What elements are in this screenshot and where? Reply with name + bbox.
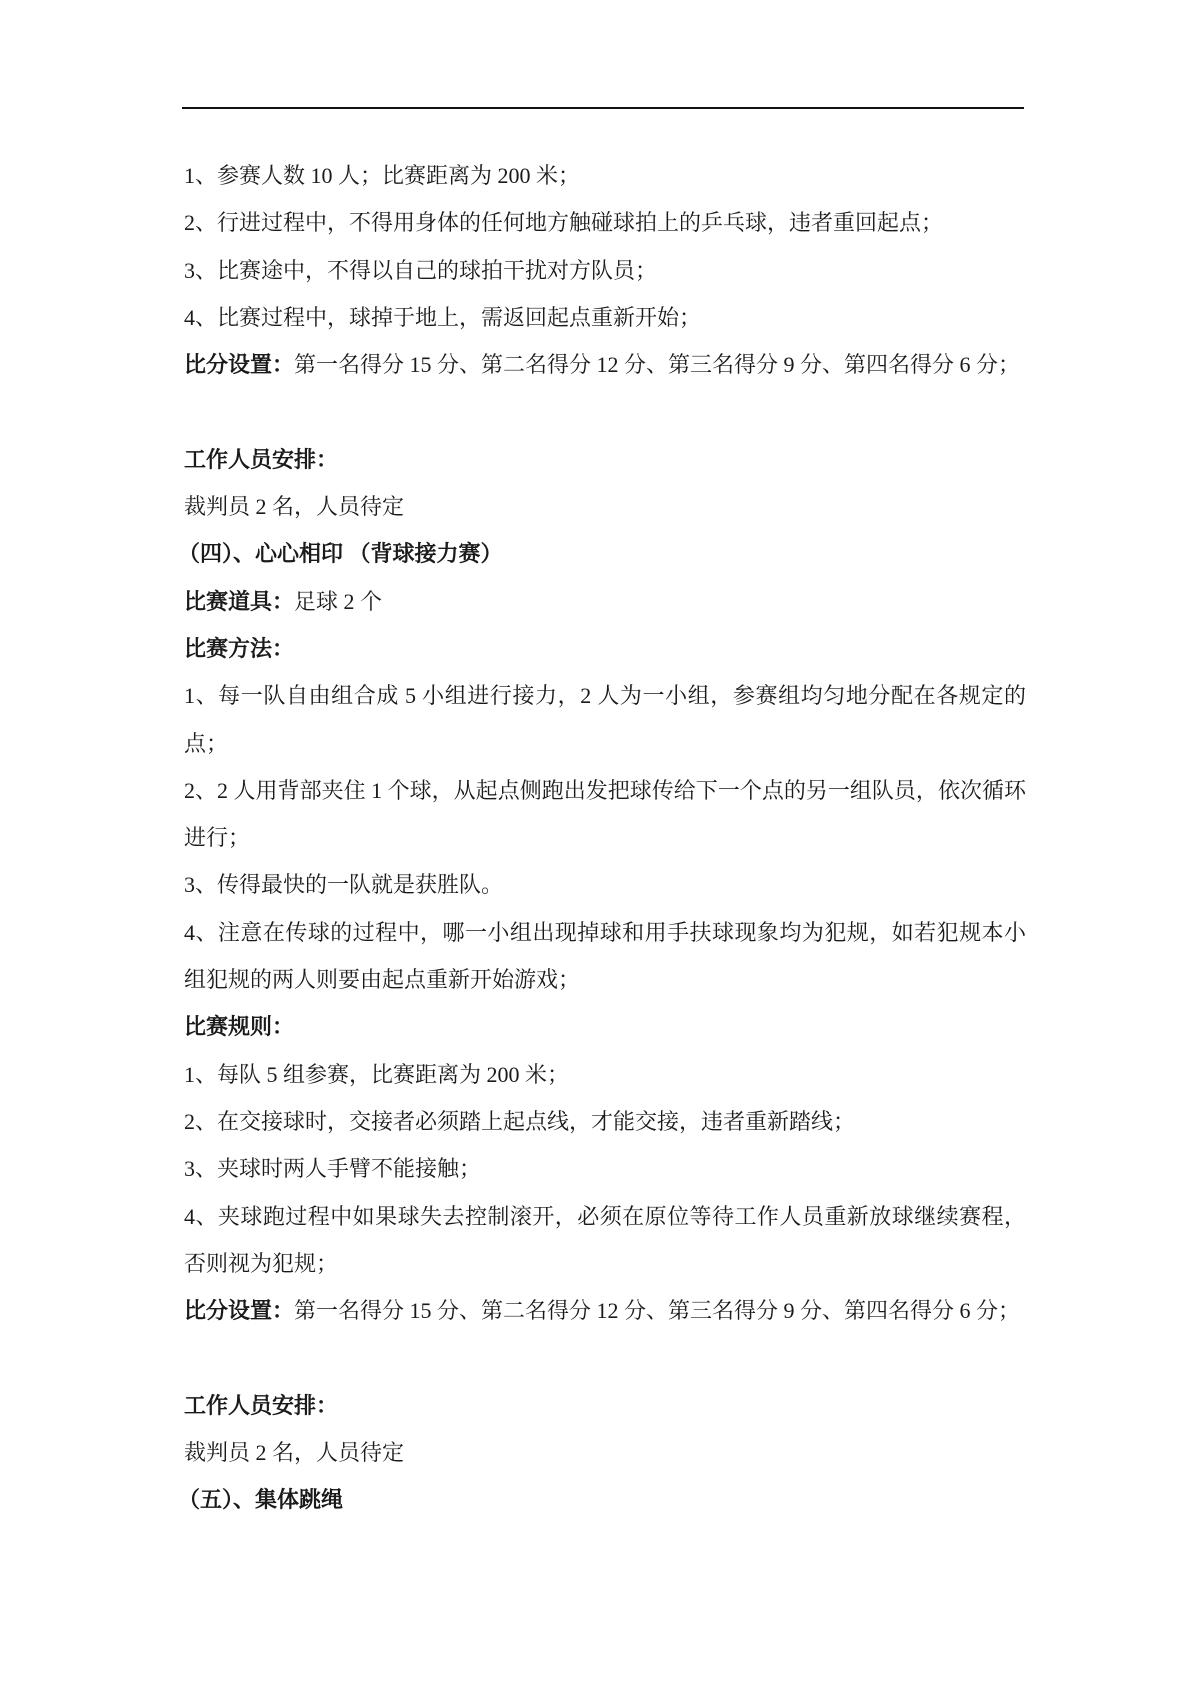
score-setting-text: 第一名得分 15 分、第二名得分 12 分、第三名得分 9 分、第四名得分 6 分； [294,352,1021,378]
method-item: 4、注意在传球的过程中，哪一小组出现掉球和用手扶球现象均为犯规，如若犯规本小组犯规的两人则要由起点重新开始游戏； [184,919,1026,993]
score-setting [184,341,1026,436]
section-heading: （四）、心心相印 （背球接力赛） [178,541,503,567]
staff-text: 裁判员 2 名，人员待定 [184,494,405,520]
score-setting-label: 比分设置： [184,352,295,378]
rule-item: 4、夹球跑过程中如果球失去控制滚开，必须在原位等待工作人员重新放球继续赛程，否则视为犯规； [184,1203,1026,1276]
rule-item: 2、在交接球时，交接者必须踏上起点线，才能交接，违者重新踏线； [184,1108,856,1134]
method-item: 3、传得最快的一队就是获胜队。 [184,872,504,898]
rule-item: 3、夹球时两人手臂不能接触； [184,1156,482,1182]
props-label: 比赛道具： [184,588,295,614]
section-heading: （五）、集体跳绳 [178,1487,344,1513]
staff-text: 裁判员 2 名，人员待定 [184,1440,405,1466]
method-item: 2、2 人用背部夹住 1 个球，从起点侧跑出发把球传给下一个点的另一组队员，依次循环进行； [184,777,1026,851]
method-label: 比赛方法： [184,635,295,661]
score-setting-text: 第一名得分 15 分、第二名得分 12 分、第三名得分 9 分、第四名得分 6 分； [294,1298,1021,1324]
score-setting-label: 比分设置： [184,1298,295,1324]
rule-item: 4、比赛过程中，球掉于地上，需返回起点重新开始； [184,304,702,330]
header-rule [182,107,1024,109]
document-body [178,152,1026,1524]
props-text: 足球 2 个 [294,588,383,614]
rule-item: 2、行进过程中，不得用身体的任何地方触碰球拍上的乒乓球，违者重回起点； [184,210,944,236]
staff-label: 工作人员安排： [184,446,339,472]
rule-item: 3、比赛途中，不得以自己的球拍干扰对方队员； [184,257,658,283]
rule-item: 1、每队 5 组参赛，比赛距离为 200 米； [184,1061,570,1087]
method-item: 1、每一队自由组合成 5 小组进行接力，2 人为一小组，参赛组均匀地分配在各规定的点； [184,683,1026,756]
rules-label: 比赛规则： [184,1014,295,1040]
props-line [184,578,1026,625]
score-setting [184,1287,1026,1382]
rule-item: 1、参赛人数 10 人；比赛距离为 200 米； [184,163,581,188]
staff-label: 工作人员安排： [184,1392,339,1418]
